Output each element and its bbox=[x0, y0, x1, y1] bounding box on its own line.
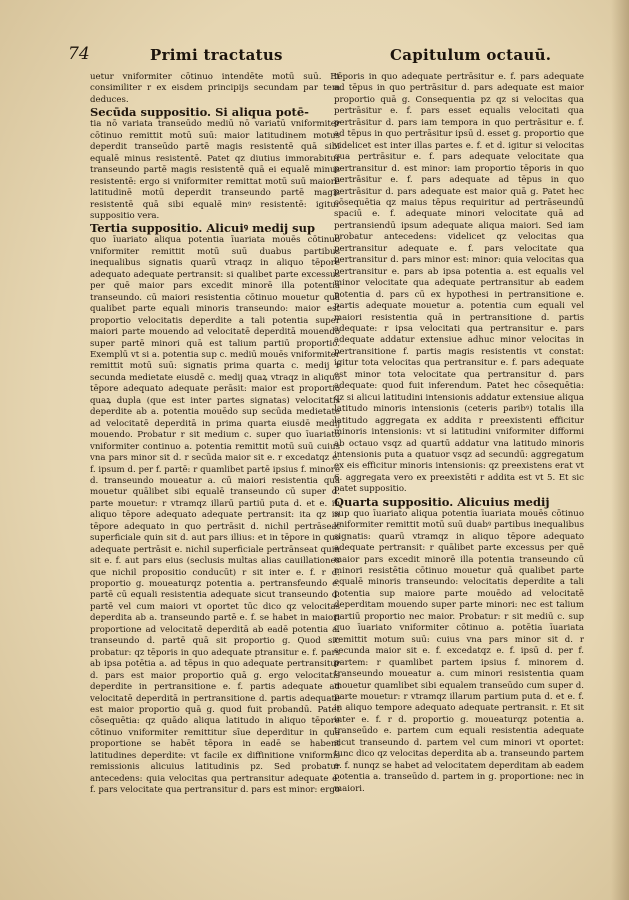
running-title-right: Capitulum octauū. bbox=[390, 46, 552, 64]
section-heading: Tertia suppositio. Alicuiꝰ medij sup bbox=[90, 221, 316, 236]
running-title-left: Primi tractatus bbox=[150, 46, 283, 64]
paragraph: tia nō variata transeūdo mediū nō variatū vniformiter cōtinuo remittit motū suū: maior latitudinem motus deperdit transeūdo partē magis resistentē quā sibi equalē minus resistentē. Patet qz diutius immorabitur transeundo partē magis resistentē quā ei equalē minus resistentē: ergo si vniformiter remittat motū suū maiorē latitudinē motū deperdit transeundo partē magis resistentē quā sibi equalē minꝰ resistentē: igitur suppositio vera. bbox=[90, 119, 340, 221]
section-heading: Quarta suppositio. Alicuius medij bbox=[334, 494, 550, 509]
page-header bbox=[60, 44, 580, 74]
left-text-column bbox=[90, 72, 340, 872]
right-text-column bbox=[334, 72, 584, 872]
section-heading: Secūda suppositio. Si aliqua potē- bbox=[90, 105, 309, 120]
paragraph: tēporis in quo adequate pertrāsitur e. f. pars adequate ad tēpus in quo pertrāsitur d. pars adequate est maior proportio quā g. Consequentia pz qz si velocitas qua pertrāsitur e. f. pars esset equalis velocitati qua pertrāsitur d. pars iam tempora in quo pertrāsitur e. f. ad tēpus in quo pertrāsitur ipsū d. esset g. proportio que videlicet est inter illas partes e. f. et d. igitur si velocitas qua pertrāsitur e. f. pars adequate velocitate qua pertransitur d. est minor: iam proportio tēporis in quo pertrāsitur e. f. pars adequate ad tēpus in quo pertrāsitur d. pars adequate est maior quā g. Patet hec cōsequētia qz maius tēpus requiritur ad pertrāseundū spaciū e. f. adequate minori velocitate quā ad pertransiendū ipsum adequate aliqua maiori. Sed iam probatur antecedens: videlicet qz velocitas qua pertransitur adequate e. f. pars velocitate qua pertransitur d. pars minor est: minor: quia velocitas qua pertransitur e. pars ab ipsa potentia a. est equalis vel minor velocitate qua adequate pertransitur ab eadem potentia d. pars cū ex hypothesi in pertransitione e. partis adequate mouetur a. potentia cum equali vel maiori resistentia quā in pertransitione d. partis adequate: r ipsa velocitati qua pertransitur e. pars adequate addatur extensiue adhuc minor velocitas in pertransitione f. partis magis resistentis vt constat: igitur tota velocitas qua pertransitur e. f. pars adequate est minor tota velocitate qua pertransitur d. pars adequate: quod fuit inferendum. Patet hec cōsequētia: qz si alicui latitudini intensionis addatur extensiue aliqua latitudo minoris intensionis (ceteris paribꝰ) totalis illa latitudo aggregata ex addita r preexistenti efficitur minoris intensionis: vt si latitudini vniformiter difformi ab octauo vsqz ad quartū addatur vna latitudo minoris intensionis puta a quatuor vsqz ad secundū: aggregatum ex eis efficitur minoris intensionis: qz preexistens erat vt 6. aggregata vero ex preexistēti r addita est vt 5. Et sic patet suppositio. bbox=[334, 72, 584, 495]
paragraph: sup quo īuariato aliqua potentia īuariata mouēs cōtinuo vniformiter remittit motū suū duabꝰ partibus inequalibus signatis: quarū vtramqz in aliquo tēpore adequato adequate pertransit: r quālibet parte excessus per quē maior pars excedit minorē illa potentia transeundo cū minori resistētia cōtinuo mouetur quā qualibet parte equalē minoris transeundo: velocitatis deperdite a tali potentia sup maiore parte mouēdo ad velocitatē deperditam mouendo super parte minori: nec est talium partiū proportio nec maior. Probatur: r sit mediū c. sup quo īuariato vniformiter cōtinuo a. potētia īuariata remittit motum suū: cuius vna pars minor sit d. r secunda maior sit e. f. excedatqz e. f. ipsū d. per f. partem: r quamlibet partem ipsius f. minorem d. transeundo moueatur a. cum minori resistentia quam mouetur quamlibet sibi equalem transeūdo cum super d. parte mouetur: r vtramqz illarum partium puta d. et e. f. in aliquo tempore adequato adequate pertransit. r. Et sit inter e. f. r d. proportio g. moueaturqz potentia a. transeūdo e. partem cum equali resistentia adequate sicut transeundo d. partem vel cum minori vt oportet: tunc dico qz velocitas deperdita ab a. transeundo partem e. f. nunqz se habet ad velocitatem deperditam ab eadem potentia a. transeūdo d. partem in g. proportione: nec in maiori. bbox=[334, 508, 584, 794]
paragraph: quo īuariato aliqua potentia īuariata mouēs cōtinuo vniformiter remittit motū suū duabus partibus inequalibus signatis quarū vtraqz in aliquo tēpore adequato adequate pertransit: si qualibet parte excessus per quē maior pars excedit minorē illa potentia transeundo. cū maiori resistentia cōtinuo mouetur quā qualibet parte equali minoris transeundo: maior est proportio velocitatis deperdite a tali potentia super maiori parte mouendo ad velocitatē deperditā mouendo super partē minori quā est talium partiū proportio. Exemplū vt si a. potentia sup c. mediū mouēs vniformiter remittit motū suū: signatis prima quarta c. medij r secunda medietate eiusdē c. medij quaꝝ vtraqz in aliquo tēpore adequato adequate perāsit: maior est proportio quaꝝ dupla (que est inter partes signatas) velocitatis deperdite ab a. potentia mouēdo sup secūda medietate ad velocitatē deperditā in prima quarta eiusdē medij mouendo. Probatur r sit medium c. super quo īuariato vniformiter continuo a. potentia remittit motū suū cuius vna pars minor sit d. r secūda maior sit e. r excedatqz e. f. ipsum d. per f. partē: r quamlibet partē ipsius f. minorē d. transeundo moueatur a. cū maiori resistentia quā mouetur quālibet sibi equalē transeundo cū super d. parte mouetur: r vtramqz illarū partiū puta d. et e. in aliquo tēpore adequato adequate pertransit: ita qz in tēpore adequato in quo pertrāsit d. nichil pertrāseat superficiale quin sit d. aut pars illius: et in tēpore in quo adequate pertrāsit e. nichil superficiale pertrānseat quin sit e. f. aut pars eius (seclusis multas alias cauillationes que nichil propositio conducūt) r sit inter e. f. r d. proportio g. moueaturqz potentia a. pertransfeundo e. partē cū equali resistentia adequate sicut transeundo d. partē vel cum maiori vt oportet tūc dico qz velocitas deperdita ab a. transeundo partē e. f. se habet in maiori proportione ad velocitatē deperditā ab eadē potentia a. transeundo d. partē quā sit proportio g. Quod sic probatur: qz tēporis in quo adequate ptransitur e. f. pars ab ipsa potētia a. ad tēpus in quo adequate pertransitur d. pars est maior proportio quā g. ergo velocitatis deperdite in pertransitione e. f. partis adequate ad velocitatē deperditā in pertransitione d. partis adequate est maior proportio quā g. quod fuit probandū. Patet cōsequētia: qz quādo aliqua latitudo in aliquo tēpore cōtinuo vniformiter remittitur sīue deperditur in qua proportione se habēt tēpora in eadē se habent latitudines deperdite: vt facile ex diffinitione vniformis remissionis alicuius latitudinis pz. Sed probatur antecedens: quia velocitas qua pertransitur adequate e. f. pars velocitate qua pertransitur d. pars est minor: ergo bbox=[90, 235, 340, 796]
folio-number: 74 bbox=[68, 44, 90, 64]
paragraph: uetur vniformiter cōtinuo intendēte motū suū. Et consimiliter r ex eisdem principijs secundam par tem deduces. bbox=[90, 72, 340, 105]
